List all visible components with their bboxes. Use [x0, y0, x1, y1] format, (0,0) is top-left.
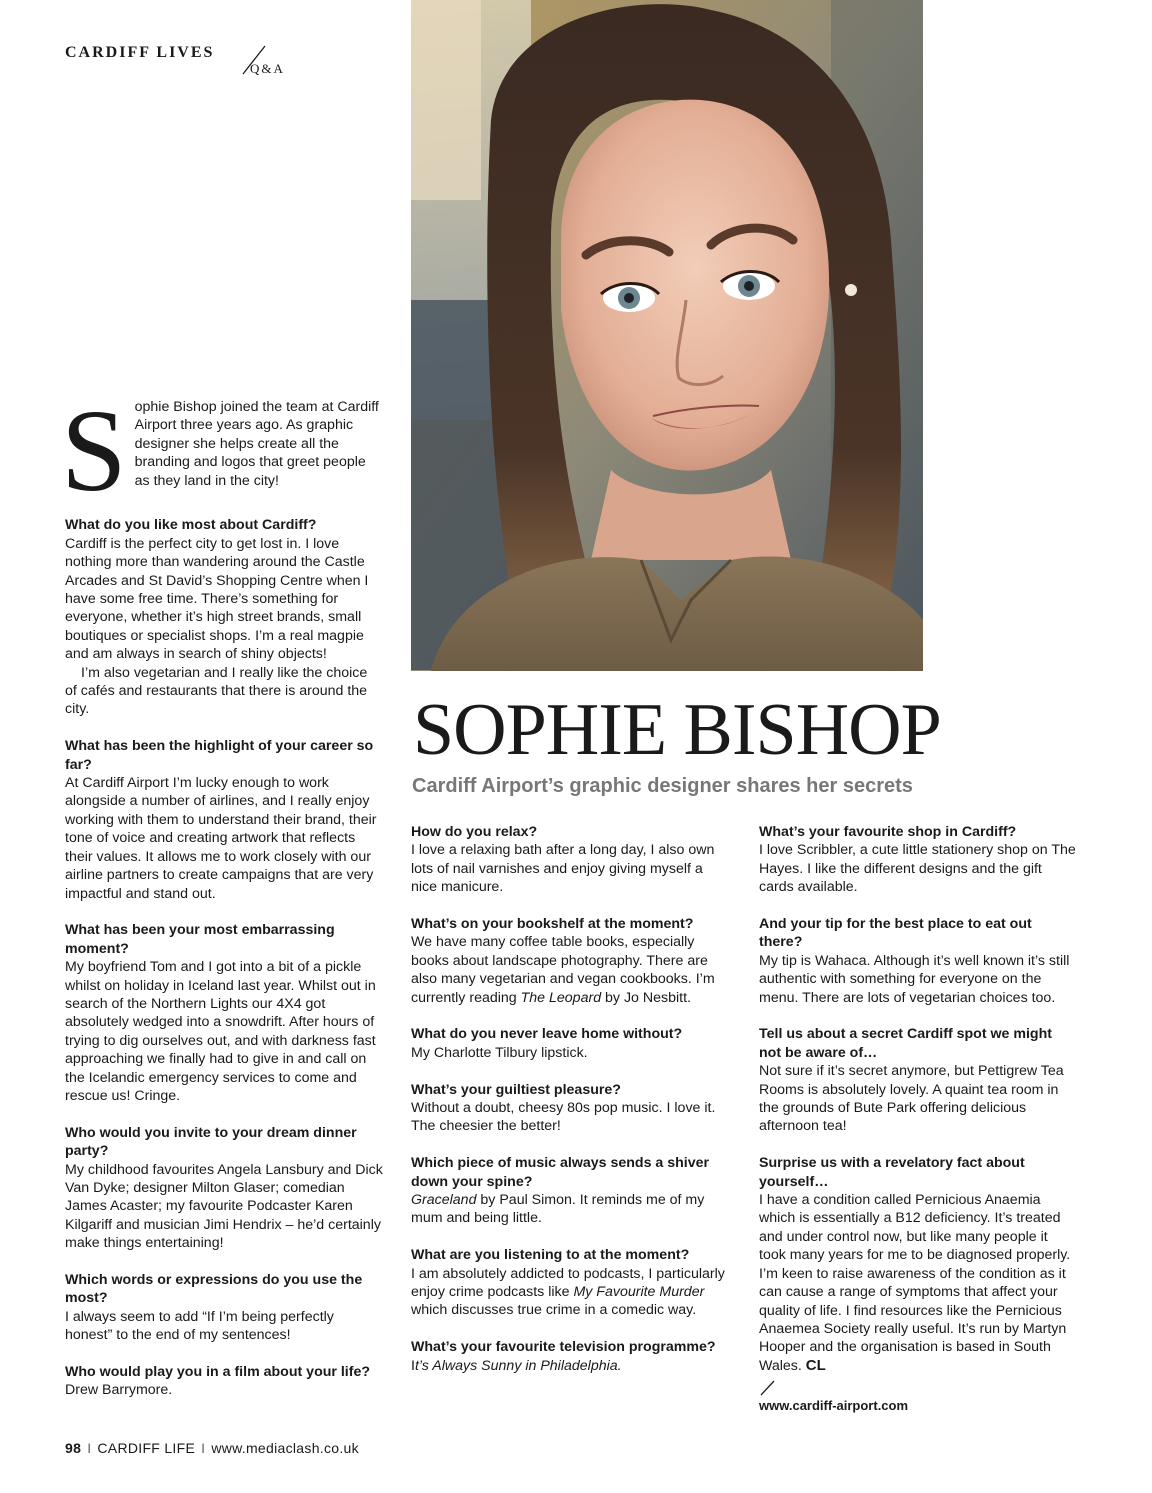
answer: Not sure if it’s secret anymore, but Pettigrew Tea Rooms is absolutely lovely. A quaint tea room in the grounds of Bute Park offering delicious afternoon tea!: [759, 1063, 1064, 1135]
answer: At Cardiff Airport I’m lucky enough to work alongside a number of airlines, and I really enjoy working with them to understand their brand, their tone of voice and creating artwork that reflects their values. It allows me to work closely with our airline partners to create campaigns that are very impactful and stand out.: [65, 775, 377, 902]
signoff-initials: CL: [805, 1356, 826, 1374]
qa-item: [65, 737, 383, 903]
answer: I love a relaxing bath after a long day, I also own lots of nail varnishes and enjoy giving myself a nice manicure.: [411, 842, 715, 896]
website-link[interactable]: www.cardiff-airport.com: [759, 1398, 909, 1414]
qa-item: [65, 1363, 383, 1400]
answer: Without a doubt, cheesy 80s pop music. I love it. The cheesier the better!: [411, 1100, 716, 1135]
footer-url[interactable]: www.mediaclash.co.uk: [211, 1440, 359, 1456]
question: What has been your most embarrassing moment?: [65, 922, 335, 957]
question: Which piece of music always sends a shiver down your spine?: [411, 1155, 710, 1190]
answer: My boyfriend Tom and I got into a bit of a pickle whilst on holiday in Iceland last year. Whilst out in search of the Northern Lights our 4X4 got absolutely wedged into a snowdrift. After hours of trying to dig ourselves out, and with darkness fast approaching we finally had to give in and call on the Icelandic emergency services to come and rescue us! Cringe.: [65, 959, 376, 1104]
qa-item: [411, 823, 731, 897]
book-title: The Leopard: [520, 989, 602, 1006]
footer-separator: I: [201, 1440, 206, 1456]
qa-item: [759, 1025, 1077, 1135]
column-3: [759, 823, 1077, 1416]
qa-item: [65, 1271, 383, 1345]
question: Which words or expressions do you use the most?: [65, 1271, 363, 1307]
question: What has been the highlight of your career so far?: [65, 738, 374, 773]
qa-item: [759, 823, 1077, 897]
tv-title: t’s Always Sunny in Philadelphia.: [414, 1357, 622, 1374]
qa-item: [411, 1246, 731, 1320]
question: Who would you invite to your dream dinner party?: [65, 1124, 357, 1160]
question: What’s your favourite television programme?: [411, 1339, 716, 1356]
question: And your tip for the best place to eat out there?: [759, 916, 1032, 951]
intro-text: ophie Bishop joined the team at Cardiff Airport three years ago. As graphic designer she helps create all the branding and logos that greet people as they land in the city!: [134, 399, 379, 489]
answer: Cardiff is the perfect city to get lost in. I love nothing more than wandering around the Castle Arcades and St David’s Shopping Centre when I have some free time. There’s something for everyone, whether it’s high street brands, small boutiques or specialist shops. I’m a real magpie and am always in search of shiny objects!: [65, 535, 369, 663]
question: What do you never leave home without?: [411, 1026, 683, 1043]
question: What’s on your bookshelf at the moment?: [411, 916, 694, 933]
question: Surprise us with a revelatory fact about yourself…: [759, 1155, 1025, 1190]
section-subtitle: Q&A: [250, 61, 285, 76]
question: How do you relax?: [411, 824, 538, 840]
standfirst: Cardiff Airport’s graphic designer shares her secrets: [412, 775, 913, 797]
answer: It’s Always Sunny in Philadelphia.: [411, 1357, 622, 1374]
intro-paragraph: [61, 385, 383, 516]
answer: I am absolutely addicted to podcasts, I particularly enjoy crime podcasts like My Favourite Murder which discusses true crime in a comedic way.: [411, 1265, 725, 1319]
question: Tell us about a secret Cardiff spot we might not be aware of…: [759, 1026, 1052, 1061]
album-title: Graceland: [411, 1192, 477, 1209]
portrait-photo: [411, 0, 923, 671]
qa-item: [759, 1154, 1077, 1375]
qa-item: [411, 1338, 731, 1375]
podcast-title: My Favourite Murder: [573, 1284, 705, 1301]
qa-item: [411, 1154, 731, 1228]
answer: My Charlotte Tilbury lipstick.: [411, 1044, 588, 1061]
slash-divider-icon: [759, 1379, 779, 1397]
answer: I have a condition called Pernicious Anaemia which is essentially a B12 deficiency. It’s treated and under control now, but like many people it took many years for me to be diagnosed properly. I’m keen to raise awareness of the condition as it can cause a range of symptoms that affect your quality of life. I find resources like the Pernicious Anaemea Society really useful. It’s run by Martyn Hooper and the organisation is based in South Wales. CL: [759, 1192, 1071, 1374]
question: Who would play you in a film about your life?: [65, 1364, 371, 1380]
question: What’s your guiltiest pleasure?: [411, 1081, 621, 1098]
question: What do you like most about Cardiff?: [65, 517, 317, 534]
answer: We have many coffee table books, especially books about landscape photography. There are also many vegetarian and vegan cookbooks. I’m currently reading The Leopard by Jo Nesbitt.: [411, 934, 715, 1006]
qa-item: [65, 921, 383, 1105]
answer: My tip is Wahaca. Although it’s well known it’s still authentic with something for everyone on the menu. There are lots of vegetarian choices too.: [759, 952, 1070, 1006]
qa-item: [411, 1081, 731, 1136]
footer-separator: I: [87, 1440, 92, 1456]
answer: Graceland by Paul Simon. It reminds me of my mum and being little.: [411, 1192, 705, 1227]
answer: I’m also vegetarian and I really like the choice of cafés and restaurants that there is around the city.: [65, 664, 368, 718]
column-1: [61, 385, 383, 1418]
publication-name: CARDIFF LIFE: [97, 1440, 196, 1456]
answer: I always seem to add “If I’m being perfectly honest” to the end of my sentences!: [65, 1308, 334, 1344]
headline: SOPHIE BISHOP: [413, 689, 941, 771]
answer: I love Scribbler, a cute little stationery shop on The Hayes. I like the different designs and the gift cards available.: [759, 842, 1076, 896]
qa-item: [411, 915, 731, 1007]
page-footer: [65, 1440, 359, 1456]
qa-item: [411, 1025, 731, 1062]
drop-cap: S: [61, 385, 127, 516]
answer: My childhood favourites Angela Lansbury and Dick Van Dyke; designer Milton Glaser; comedian James Acaster; my favourite Podcaster Karen Kilgariff and musician Jimi Hendrix – he’d certainly make things entertaining!: [65, 1161, 383, 1252]
question: What are you listening to at the moment?: [411, 1247, 690, 1264]
section-title: CARDIFF LIVES: [65, 44, 215, 61]
qa-item: [65, 1124, 383, 1253]
section-header: [65, 44, 325, 84]
column-2: [411, 823, 731, 1393]
qa-item: [65, 516, 383, 718]
qa-item: [759, 915, 1077, 1007]
page-number: 98: [65, 1440, 82, 1456]
answer: Drew Barrymore.: [65, 1382, 173, 1399]
question: What’s your favourite shop in Cardiff?: [759, 824, 1017, 840]
